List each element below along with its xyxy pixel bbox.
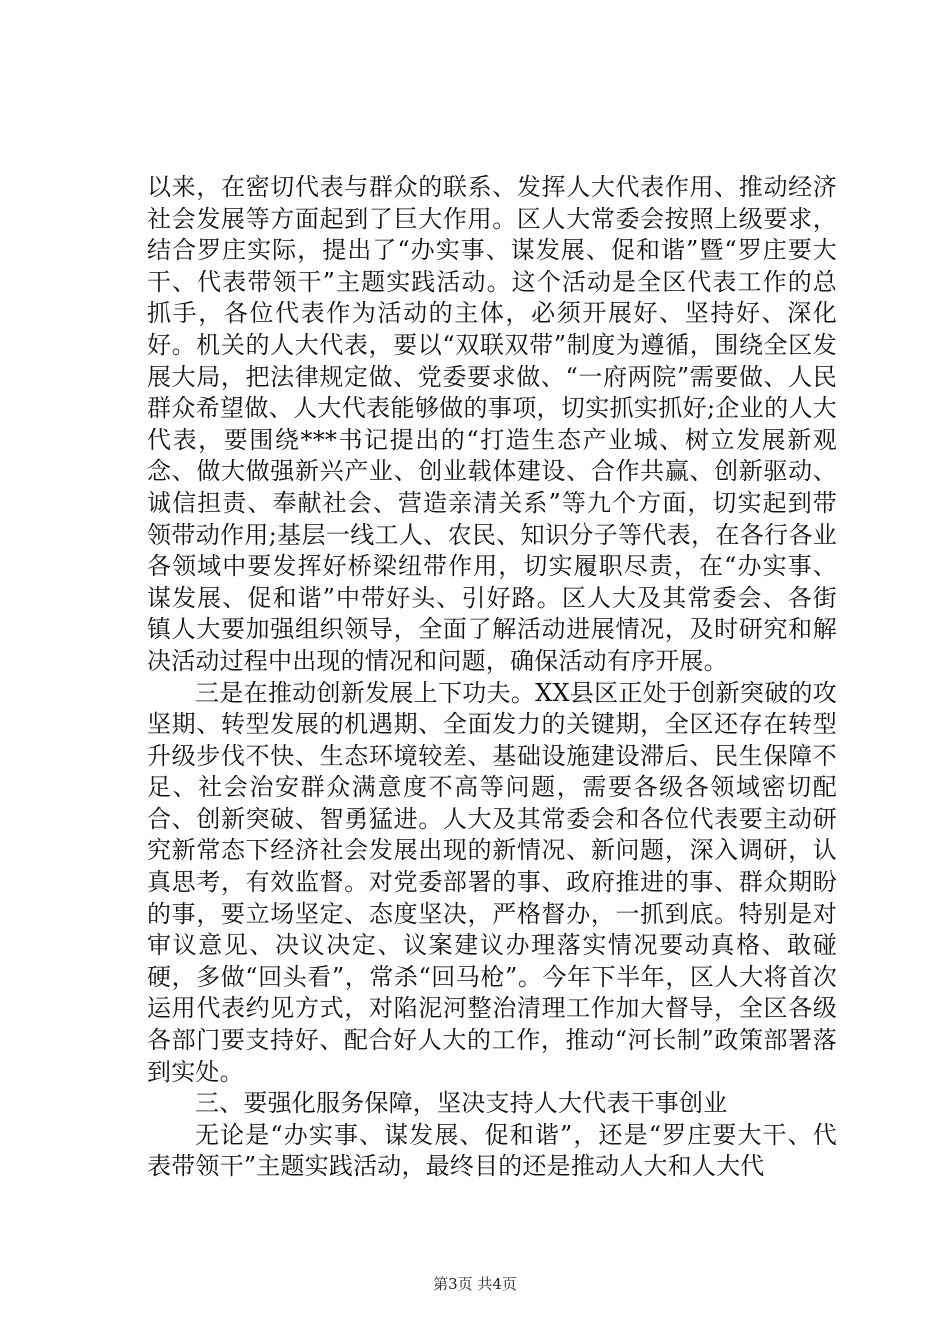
- paragraph-continuation: 以来，在密切代表与群众的联系、发挥人大代表作用、推动经济社会发展等方面起到了巨大作用。区人大常委会按照上级要求，结合罗庄实际，提出了“办实事、谋发展、促和谐”暨“罗庄要大干、代表带领干”主题实践活动。这个活动是全区代表工作的总抓手，各位代表作为活动的主体，必须开展好、坚持好、深化好。机关的人大代表，要以“双联双带”制度为遵循，围绕全区发展大局，把法律规定做、党委要求做、“一府两院”需要做、人民群众希望做、人大代表能够做的事项，切实抓实抓好;企业的人大代表，要围绕***书记提出的“打造生态产业城、树立发展新观念、做大做强新兴产业、创业载体建设、合作共赢、创新驱动、诚信担责、奉献社会、营造亲清关系”等九个方面，切实起到带领带动作用;基层一线工人、农民、知识分子等代表，在各行各业各领域中要发挥好桥梁纽带作用，切实履职尽责，在“办实事、谋发展、促和谐”中带好头、引好路。区人大及其常委会、各街镇人大要加强组织领导，全面了解活动进展情况，及时研究和解决活动过程中出现的情况和问题，确保活动有序开展。: [147, 173, 837, 675]
- document-body: [147, 172, 837, 1183]
- page-footer: 第3页 共4页: [433, 1275, 517, 1293]
- paragraph-innovation: 三是在推动创新发展上下功夫。XX县区正处于创新突破的攻坚期、转型发展的机遇期、全面发力的关键期，全区还存在转型升级步伐不快、生态环境较差、基础设施建设滞后、民生保障不足、社会治安群众满意度不高等问题，需要各级各领域密切配合、创新突破、智勇猛进。人大及其常委会和各位代表要主动研究新常态下经济社会发展出现的新情况、新问题，深入调研，认真思考，有效监督。对党委部署的事、政府推进的事、群众期盼的事，要立场坚定、态度坚决，严格督办，一抓到底。特别是对审议意见、决议决定、议案建议办理落实情况要动真格、敢碰硬，多做“回头看”，常杀“回马枪”。今年下半年，区人大将首次运用代表约见方式，对陷泥河整治清理工作加大督导，全区各级各部门要支持好、配合好人大的工作，推动“河长制”政策部署落到实处。: [147, 678, 837, 1086]
- paragraph-service: 无论是“办实事、谋发展、促和谐”，还是“罗庄要大干、代表带领干”主题实践活动，最终目的还是推动人大和人大代: [147, 1120, 837, 1181]
- section-heading: 三、要强化服务保障，坚决支持人大代表干事创业: [195, 1089, 728, 1118]
